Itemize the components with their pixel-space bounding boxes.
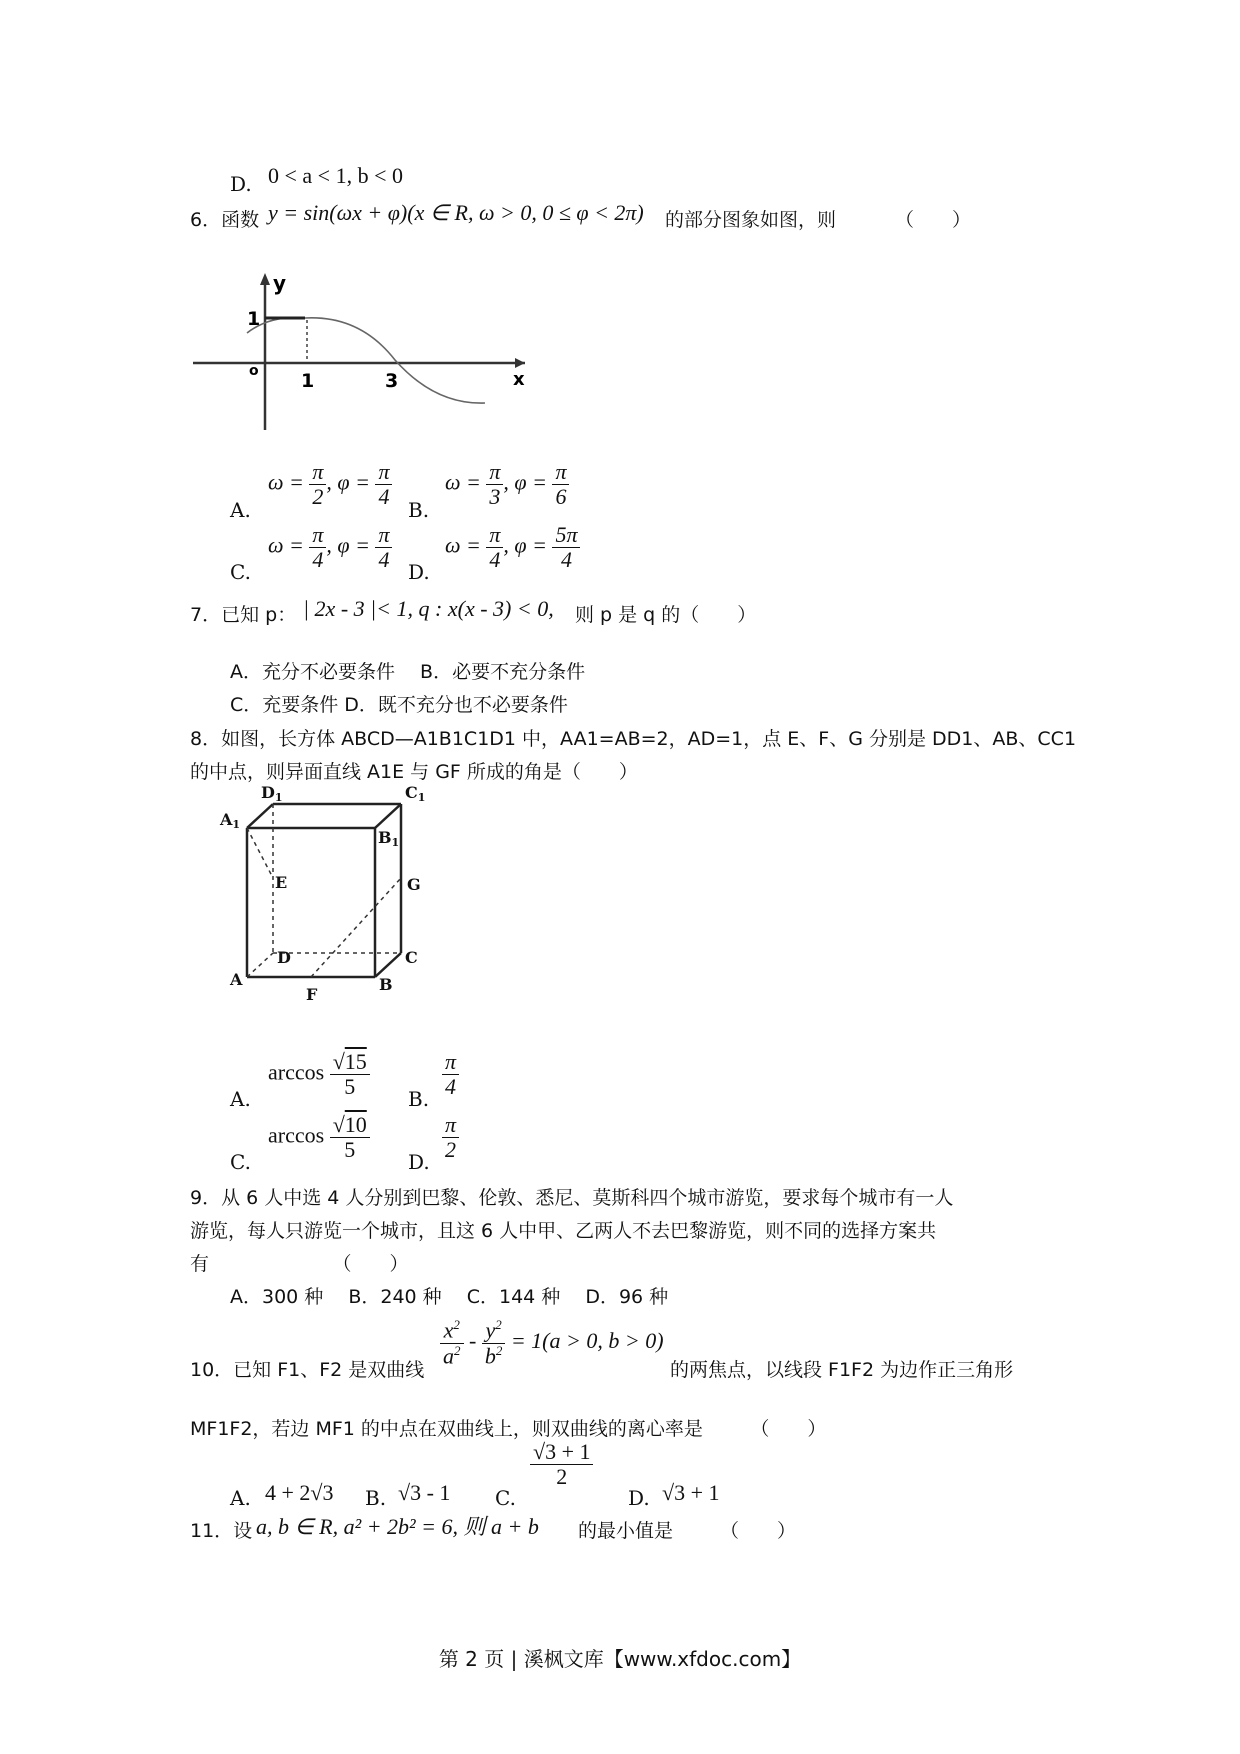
- q8-b-den: 4: [445, 1074, 457, 1100]
- q6-a-phi-num: π: [375, 460, 392, 485]
- edge-a1-d1: [247, 804, 273, 828]
- q5-option-d-label: D.: [230, 172, 252, 196]
- q8-d-num: π: [442, 1113, 459, 1138]
- label-e: E: [275, 873, 288, 892]
- q6-c-omega-num: π: [309, 523, 326, 548]
- q11-stem-prefix: 11．设: [190, 1520, 253, 1542]
- label-c: C: [405, 948, 418, 967]
- q6-stem-math: y = sin(ωx + φ)(x ∈ R, ω > 0, 0 ≤ φ < 2π): [268, 200, 644, 225]
- arccos-fn: arccos: [268, 1059, 325, 1085]
- q6-option-d-label: D.: [408, 560, 430, 584]
- q10-stem-prefix: 10．已知 F1、F2 是双曲线: [190, 1359, 425, 1381]
- q6-omega-sym: ω =: [445, 469, 481, 495]
- q6-x-label: x: [513, 369, 525, 390]
- q5-option-d-math: 0 < a < 1, b < 0: [268, 163, 403, 188]
- q10-line2: MF1F2，若边 MF1 的中点在双曲线上，则双曲线的离心率是 （ ）: [190, 1418, 827, 1440]
- q6-y-arrow: [260, 273, 270, 285]
- q8-a-num: 15: [344, 1049, 367, 1074]
- q10-option-c-label: C.: [495, 1486, 516, 1510]
- label-b1: B1: [378, 828, 400, 849]
- q6-x-tick-1: 1: [301, 370, 315, 392]
- q8-c-den: 5: [344, 1137, 356, 1163]
- q10-option-a: 4 + 2√3: [265, 1480, 334, 1505]
- q10-option-b-label: B.: [365, 1486, 387, 1510]
- q8-option-b: [442, 1050, 459, 1099]
- q6-option-a-label: A.: [230, 498, 251, 522]
- q6-option-c: [268, 523, 392, 572]
- q6-stem-suffix: 的部分图象如图，则: [665, 209, 837, 231]
- q6-a-omega-num: π: [309, 460, 326, 485]
- q6-answer-paren: （ ）: [895, 209, 972, 231]
- q10-hyperbola-eq: $\frac{x^2}{a^2}$ - $\frac{y^2}{b^2}$ = 1(a > 0, b > 0): [440, 1318, 664, 1368]
- q8-option-c: arccos $\frac{√10}{5}$: [268, 1113, 370, 1162]
- q10-option-c: [530, 1440, 593, 1489]
- label-d: D: [277, 948, 291, 967]
- q6-c-omega-den: 4: [312, 547, 324, 573]
- q10-condition: = 1(a > 0, b > 0): [510, 1328, 664, 1354]
- q7-stem-suffix: 则 p 是 q 的（ ）: [575, 604, 757, 626]
- q6-b-omega-num: π: [486, 460, 503, 485]
- q6-phi-sym: , φ =: [326, 532, 370, 558]
- q10-stem-suffix: 的两焦点，以线段 F1F2 为边作正三角形: [670, 1359, 1014, 1381]
- q8-option-a-label: A.: [230, 1087, 251, 1111]
- q10-option-d-label: D.: [628, 1486, 650, 1510]
- q6-d-omega-num: π: [486, 523, 503, 548]
- q6-d-phi-den: 4: [560, 547, 572, 573]
- q8-stem-line1: 8．如图，长方体 ABCD—A1B1C1D1 中，AA1=AB=2，AD=1，点 E、F、G 分别是 DD1、AB、CC1: [190, 728, 1077, 750]
- label-d1: D1: [261, 783, 283, 804]
- label-a1: A1: [220, 810, 241, 831]
- q8-option-b-label: B.: [408, 1087, 430, 1111]
- q6-option-d: [445, 523, 580, 572]
- q10-option-a-label: A.: [230, 1486, 251, 1510]
- q6-sine-curve: [247, 318, 485, 404]
- q8-option-d-label: D.: [408, 1150, 430, 1174]
- q6-a-omega-den: 2: [312, 484, 324, 510]
- edge-b-c: [375, 953, 401, 977]
- q8-b-num: π: [442, 1050, 459, 1075]
- segment-f-g: [311, 878, 401, 977]
- q6-option-b: [445, 460, 569, 509]
- q10-c-num: √3 + 1: [530, 1440, 593, 1465]
- q8-option-d: [442, 1113, 459, 1162]
- q10-a: a: [443, 1342, 454, 1368]
- q6-d-phi-num: 5π: [552, 523, 580, 548]
- q9-options: A．300 种 B．240 种 C．144 种 D．96 种: [230, 1286, 669, 1308]
- edge-a-d-hidden: [247, 953, 273, 977]
- q8-option-a: arccos $\frac{√15}{5}$: [268, 1050, 370, 1099]
- q9-line3: 有 （ ）: [190, 1253, 409, 1275]
- q6-c-phi-den: 4: [378, 547, 390, 573]
- q6-d-omega-den: 4: [489, 547, 501, 573]
- q6-origin-label: o: [249, 363, 259, 379]
- q8-option-c-label: C.: [230, 1150, 251, 1174]
- q8-d-den: 2: [445, 1137, 457, 1163]
- q8-stem-line2: 的中点，则异面直线 A1E 与 GF 所成的角是（ ）: [190, 761, 638, 783]
- q6-option-c-label: C.: [230, 560, 251, 584]
- label-g: G: [407, 875, 421, 894]
- q10-option-b: √3 - 1: [398, 1480, 451, 1505]
- q6-omega-sym: ω =: [268, 469, 304, 495]
- label-f: F: [306, 985, 318, 1004]
- q6-option-b-label: B.: [408, 498, 430, 522]
- q11-stem-math: a, b ∈ R, a² + 2b² = 6, 则 a + b: [256, 1514, 539, 1539]
- q7-options-cd: C．充要条件 D．既不充分也不必要条件: [230, 694, 568, 716]
- q11-stem-suffix: 的最小值是: [578, 1520, 674, 1542]
- q6-omega-sym: ω =: [268, 532, 304, 558]
- label-b: B: [379, 975, 393, 994]
- q10-c-den: 2: [556, 1464, 568, 1490]
- q8-cuboid-figure: [215, 780, 455, 1015]
- page-footer: 第 2 页 | 溪枫文库【www.xfdoc.com】: [438, 1647, 802, 1671]
- q10-x: x: [443, 1317, 454, 1343]
- q6-x-tick-3: 3: [385, 370, 399, 392]
- q6-phi-sym: , φ =: [503, 469, 547, 495]
- q10-y: y: [485, 1317, 496, 1343]
- q6-y-tick-1: 1: [247, 308, 261, 330]
- q6-a-phi-den: 4: [378, 484, 390, 510]
- q10-b: b: [484, 1342, 496, 1368]
- edge-b1-c1: [375, 804, 401, 828]
- arccos-fn: arccos: [268, 1122, 325, 1148]
- q6-omega-sym: ω =: [445, 532, 481, 558]
- q6-phi-sym: , φ =: [326, 469, 370, 495]
- q6-y-label: y: [273, 271, 287, 295]
- q10-option-d: √3 + 1: [662, 1480, 720, 1505]
- label-a: A: [230, 970, 243, 989]
- q6-x-arrow: [515, 358, 525, 368]
- segment-a1-e: [247, 828, 273, 878]
- q6-phi-sym: , φ =: [503, 532, 547, 558]
- q6-stem-prefix: 6．函数: [190, 209, 260, 231]
- q8-a-den: 5: [344, 1074, 356, 1100]
- q9-line2: 游览，每人只游览一个城市，且这 6 人中甲、乙两人不去巴黎游览，则不同的选择方案共: [190, 1220, 937, 1242]
- q6-b-omega-den: 3: [489, 484, 501, 510]
- q9-line1: 9．从 6 人中选 4 人分别到巴黎、伦敦、悉尼、莫斯科四个城市游览，要求每个城市有一人: [190, 1187, 954, 1209]
- q7-stem-math: | 2x - 3 |< 1, q : x(x - 3) < 0,: [303, 596, 554, 621]
- q7-options-ab: A．充分不必要条件 B．必要不充分条件: [230, 661, 586, 683]
- q6-sine-graph: [185, 265, 535, 435]
- q6-b-phi-den: 6: [555, 484, 567, 510]
- q6-c-phi-num: π: [375, 523, 392, 548]
- q8-c-num: 10: [344, 1112, 367, 1137]
- q6-b-phi-num: π: [552, 460, 569, 485]
- q7-stem-prefix: 7．已知 p：: [190, 604, 297, 626]
- label-c1: C1: [405, 783, 426, 804]
- q11-answer-paren: （ ）: [720, 1520, 797, 1542]
- q6-option-a: [268, 460, 392, 509]
